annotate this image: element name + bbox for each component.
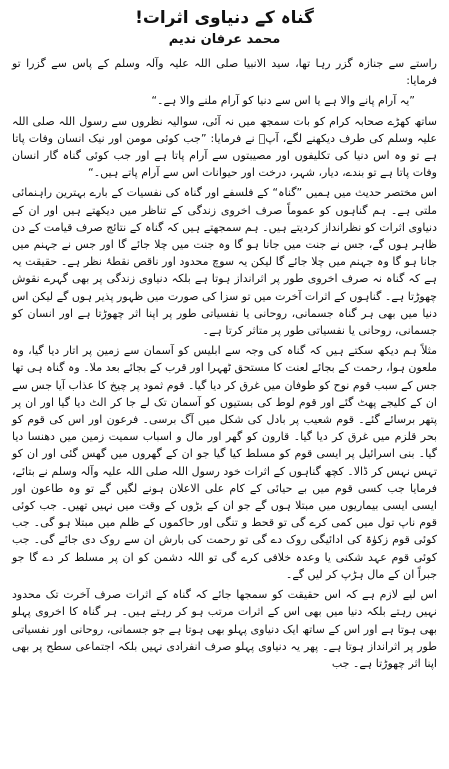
article-author: محمد عرفان ندیم [168,32,281,47]
article-paragraph: ساتھ کھڑے صحابہ کرام کو بات سمجھ میں نہ آئی، سوالیہ نظروں سے رسول اللہ صلی اللہ علیہ وسلم کی طرف دیکھنے لگے، آپؐ نے فرمایا: ”جب کوئی مومن اور نیک انسان وفات پاتا ہے تو وہ اس دنیا کی تکلیفوں اور مصیبتوں سے آرام پاتا ہے اور جب کوئی گناہ گار انسان وفات پاتا ہے تو بندے، دیار، شہر، درخت اور حیوانات اس سے آرام پاتے ہیں۔“ [12,114,437,180]
article-title: گناہ کے دنیاوی اثرات! [135,8,314,28]
article-paragraph: اس لیے لازم ہے کہ اس حقیقت کو سمجھا جائے کہ گناہ کے اثرات صرف آخرت تک محدود نہیں رہتے بلکہ دنیا میں بھی اس کے اثرات مرتب ہو کر رہتے ہیں۔ ہر گناہ کا اخروی پہلو بھی ہوتا ہے اور اس کے ساتھ ایک دنیاوی پہلو بھی ہوتا ہے جو جسمانی، روحانی اور نفسیاتی طور پر اثرانداز ہوتا ہے۔ پھر یہ دنیاوی پہلو صرف انفرادی نہیں بلکہ اجتماعی سطح پر بھی اپنا اثر چھوڑتا ہے۔ جب [12,588,437,670]
article-paragraph: راستے سے جنازہ گزر رہا تھا، سید الانبیا صلی اللہ علیہ وآلہ وسلم کے پاس سے گزرا تو فرمایا: [12,57,437,88]
article-paragraph: مثلاً ہم دیکھ سکتے ہیں کہ گناہ کی وجہ سے ابلیس کو آسمان سے زمین پر اتار دیا گیا، وہ ملعون ہوا، رحمت کے بجائے لعنت کا مستحق ٹھہرا اور قرب کے بجائے بعد ملا۔ وہ گناہ ہی تھا جس کے سبب قوم نوح کو طوفان میں غرق کر دیا گیا۔ قوم ثمود پر چیخ کا عذاب آیا جس سے ان کے کلیجے پھٹ گئے اور قوم لوط کی بستیوں کو آسمان تک لے جا کر الٹ دیا گیا اور ان پر پتھر برسائے گئے۔ قوم شعیب پر بادل کی شکل میں آگ برسی۔ فرعون اور اس کی قوم کو بحر قلزم میں غرق کر دیا گیا۔ قارون کو گھر اور مال و اسباب سمیت زمین میں دھنسا دیا گیا۔ بنی اسرائیل پر ایسی قوم کو مسلط کیا گیا جو ان کے گھروں میں گھس گئی اور ان کو تہس نہس کر ڈالا۔ کچھ گناہوں کے اثرات خود رسول اللہ صلی اللہ علیہ وآلہ وسلم نے بتائے، فرمایا جب کسی قوم میں بے حیائی کے کام علی الاعلان ہونے لگیں گے تو وہ طاعون اور ایسی ایسی بیماریوں میں مبتلا ہوں گے جو ان کے بڑوں کے وقت میں نہیں تھیں۔ جب کوئی قوم ناپ تول میں کمی کرے گی تو قحط و تنگی اور حاکموں کے ظلم میں مبتلا ہو گی۔ جب کوئی قوم زکوٰۃ کی ادائیگی روک دے گی تو رحمت کی بارش ان سے روک دی جائے گی۔ جب کوئی قوم عہد شکنی یا وعدہ خلافی کرے گی تو اللہ دشمن کو ان پر مسلط کر دے گا جو جبراً ان کے مال ہڑپ کر لیں گے۔ [12,344,437,581]
article-quote: ”یہ آرام پانے والا ہے یا اس سے دنیا کو آرام ملنے والا ہے۔“ [151,94,415,108]
article-paragraph: اس مختصر حدیث میں ہمیں ”گناہ“ کے فلسفے اور گناہ کی نفسیات کے بارے بہترین راہنمائی ملتی ہے۔ ہم گناہوں کو عموماً صرف اخروی زندگی کے تناظر میں دیکھتے ہیں اور ان کے دنیاوی اثرات کو نظرانداز کردیتے ہیں۔ ہم سمجھتے ہیں کہ گناہ کے نتائج صرف قیامت کے دن ظاہر ہوں گے، جس نے جنت میں جانا ہو گا وہ جنت میں چلا جائے گا اور جس نے جہنم میں جانا ہو گا وہ جہنم میں چلا جائے گا لیکن یہ سوچ محدود اور ناقص نقطۂ نظر ہے۔ حقیقت یہ ہے کہ گناہ نہ صرف اخروی طور پر اثرانداز ہوتا ہے بلکہ دنیاوی زندگی پر بھی گہرے نقوش چھوڑتا ہے۔ گناہوں کے اثرات آخرت میں تو سزا کی صورت میں ظہور پذیر ہوں گے لیکن اس دنیا میں بھی ہر گناہ جسمانی، روحانی یا نفسیاتی طور پر اپنا اثر چھوڑتا ہے اور انسان کو جسمانی، روحانی یا نفسیاتی طور پر متاثر کرتا ہے۔ [12,186,437,338]
